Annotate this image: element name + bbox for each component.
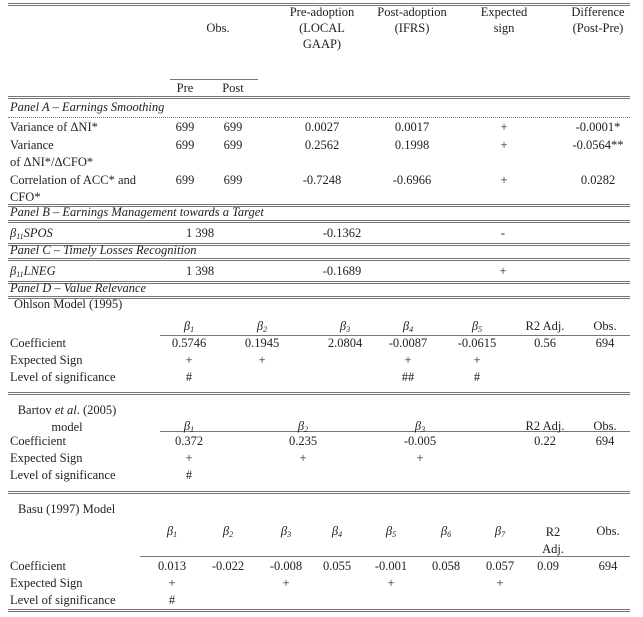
pre-adoption-value: -0.7248 [302, 173, 342, 187]
header-line: sign [493, 21, 515, 35]
beta-symbol: β [280, 524, 288, 538]
panel-b-title: Panel B – Earnings Management towards a Target [10, 205, 264, 219]
header-difference [571, 4, 624, 36]
ohlson-beta-header [257, 319, 267, 337]
difference-value: -0.0564** [572, 138, 624, 152]
expected-sign-value: + [282, 576, 290, 590]
beta-subscript: 3 [287, 530, 292, 539]
bartov-title-line2: model [51, 420, 83, 434]
significance-label: Level of significance [10, 370, 116, 384]
panel-a-rule [8, 117, 630, 118]
coefficient-value: -0.0615 [457, 336, 497, 350]
ohlson-beta-header [184, 319, 194, 337]
basu-beta-header [167, 524, 177, 542]
coefficient-value: 0.372 [174, 434, 204, 448]
header-line: Post-adoption [377, 5, 447, 19]
beta-symbol: β [166, 524, 174, 538]
beta-symbol: β [10, 226, 17, 240]
obs-value: 694 [598, 559, 618, 573]
beta-symbol: β [256, 319, 264, 333]
expected-sign-value: + [416, 451, 424, 465]
obs-header: Obs. [593, 419, 617, 433]
r2-adj-value: 0.22 [534, 434, 556, 448]
difference-value: 0.0282 [580, 173, 616, 187]
coefficient-value: -0.008 [269, 559, 303, 573]
post-adoption-value: 0.1998 [394, 138, 430, 152]
difference-value: -0.0001* [575, 120, 621, 134]
coefficient-label: Coefficient [10, 559, 66, 573]
title-part: . (2005) [76, 403, 117, 417]
panel-b-value: -0.1362 [322, 226, 362, 240]
obs-pre: 699 [175, 173, 195, 187]
coefficient-label: Coefficient [10, 434, 66, 448]
coefficient-value: 0.013 [157, 559, 187, 573]
panel-d-title: Panel D – Value Relevance [10, 281, 147, 295]
expected-sign-value: + [185, 353, 193, 367]
beta-symbol: β [494, 524, 502, 538]
header-line: Difference [571, 5, 625, 19]
expected-sign-label: Expected Sign [10, 451, 83, 465]
significance-label: Level of significance [10, 593, 116, 607]
expected-sign-value: + [258, 353, 266, 367]
header-pre: Pre [176, 81, 194, 95]
r2-adj-header: R2 Adj. [525, 419, 565, 433]
variable-name: SPOS [23, 226, 53, 240]
row-label: Correlation of ACC* and [10, 173, 137, 187]
significance-value: # [185, 370, 193, 384]
header-line: (Post-Pre) [572, 21, 624, 35]
significance-label: Level of significance [10, 468, 116, 482]
ohlson-beta-header [472, 319, 482, 337]
obs-header: Obs. [593, 319, 617, 333]
header-line: (IFRS) [394, 21, 430, 35]
obs-pre: 699 [175, 120, 195, 134]
expected-sign-value: + [473, 353, 481, 367]
header-expected-sign [481, 4, 528, 36]
coefficient-value: -0.022 [211, 559, 245, 573]
beta-subscript: 5 [478, 325, 483, 334]
header-line: (LOCAL [299, 21, 345, 35]
beta-symbol: β [183, 319, 191, 333]
beta-subscript: 7 [501, 530, 506, 539]
expected-sign-value: + [496, 576, 504, 590]
panel-c-variable [10, 264, 56, 282]
header-rule [8, 96, 630, 99]
beta-subscript: 11 [16, 270, 24, 279]
significance-value: # [185, 468, 193, 482]
significance-value: # [473, 370, 481, 384]
r2-adj-header: R2 Adj. [525, 319, 565, 333]
obs-rule [170, 79, 258, 80]
beta-symbol: β [297, 419, 305, 433]
ohlson-end-rule [8, 392, 630, 395]
beta-symbol: β [222, 524, 230, 538]
panel-b-rule [8, 220, 630, 223]
title-part: Bartov [17, 403, 55, 417]
expected-sign-value: + [299, 451, 307, 465]
expected-sign-value: + [404, 353, 412, 367]
expected-sign-value: + [387, 576, 395, 590]
header-line: GAAP) [302, 37, 342, 51]
row-label: Variance [10, 138, 54, 152]
panel-c-title: Panel C – Timely Losses Recognition [10, 243, 197, 257]
coefficient-value: -0.005 [403, 434, 437, 448]
obs-header: Obs. [596, 524, 620, 538]
bottom-rule [8, 609, 630, 612]
expected-sign: + [500, 173, 508, 187]
bartov-title [18, 402, 117, 436]
coefficient-value: -0.0087 [388, 336, 428, 350]
obs-value: 694 [595, 434, 615, 448]
panel-c-rule [8, 258, 630, 261]
beta-subscript: 1 [190, 325, 195, 334]
bartov-end-rule [8, 491, 630, 494]
obs-post: 699 [223, 120, 243, 134]
beta-symbol: β [10, 264, 17, 278]
expected-sign-label: Expected Sign [10, 576, 83, 590]
r2-adj-value: 0.56 [534, 336, 556, 350]
panel-c-sign: + [499, 264, 507, 278]
header-pre-adoption [290, 4, 355, 52]
obs-post: 699 [223, 173, 243, 187]
header-post-adoption [377, 4, 446, 36]
coefficient-label: Coefficient [10, 336, 66, 350]
beta-symbol: β [183, 419, 191, 433]
panel-b-sign: - [500, 226, 506, 240]
expected-sign-label: Expected Sign [10, 353, 83, 367]
coefficient-value: 0.235 [288, 434, 318, 448]
coefficient-value: 0.058 [431, 559, 461, 573]
beta-subscript: 6 [447, 530, 452, 539]
panel-a-title: Panel A – Earnings Smoothing [10, 100, 165, 114]
header-obs: Obs. [206, 21, 230, 35]
header-line: Expected [480, 5, 528, 19]
beta-subscript: 5 [392, 530, 397, 539]
pre-adoption-value: 0.0027 [304, 120, 340, 134]
basu-r2-header [542, 524, 564, 558]
beta-symbol: β [471, 319, 479, 333]
obs-pre: 699 [175, 138, 195, 152]
r2-adj-value: 0.09 [537, 559, 559, 573]
panel-b-variable [10, 226, 53, 244]
expected-sign-value: + [185, 451, 193, 465]
beta-subscript: 1 [173, 530, 178, 539]
panel-c-value: -0.1689 [322, 264, 362, 278]
header-line: R2 [545, 525, 561, 539]
pre-adoption-value: 0.2562 [304, 138, 340, 152]
beta-symbol: β [331, 524, 339, 538]
basu-beta-header [441, 524, 451, 542]
bartov-title-line1 [18, 402, 117, 419]
panel-b-obs: 1 398 [185, 226, 215, 240]
basu-beta-header [332, 524, 342, 542]
beta-subscript: 11 [16, 232, 24, 241]
beta-symbol: β [339, 319, 347, 333]
beta-subscript: 3 [421, 425, 426, 434]
significance-value: ## [401, 370, 415, 384]
coefficient-value: -0.001 [374, 559, 408, 573]
header-line: Pre-adoption [289, 5, 355, 19]
basu-beta-header [495, 524, 505, 542]
panel-c-obs: 1 398 [185, 264, 215, 278]
beta-symbol: β [414, 419, 422, 433]
basu-beta-header [281, 524, 291, 542]
row-label: CFO* [10, 190, 41, 204]
obs-post: 699 [223, 138, 243, 152]
title-part: et al [54, 403, 77, 417]
expected-sign-value: + [168, 576, 176, 590]
basu-beta-header [386, 524, 396, 542]
beta-symbol: β [402, 319, 410, 333]
significance-value: # [168, 593, 176, 607]
beta-subscript: 2 [304, 425, 309, 434]
coefficient-value: 0.5746 [171, 336, 207, 350]
header-post: Post [222, 81, 244, 95]
beta-subscript: 1 [190, 425, 195, 434]
basu-beta-header [223, 524, 233, 542]
coefficient-value: 2.0804 [327, 336, 363, 350]
beta-subscript: 4 [338, 530, 343, 539]
ohlson-beta-header [403, 319, 413, 337]
beta-subscript: 4 [409, 325, 414, 334]
ohlson-beta-header [340, 319, 350, 337]
post-adoption-value: -0.6966 [392, 173, 432, 187]
obs-value: 694 [595, 336, 615, 350]
ohlson-title: Ohlson Model (1995) [14, 297, 123, 311]
coefficient-value: 0.055 [322, 559, 352, 573]
row-label: Variance of ΔNI* [10, 120, 98, 134]
row-label: of ΔNI*/ΔCFO* [10, 155, 94, 169]
beta-symbol: β [385, 524, 393, 538]
beta-subscript: 3 [346, 325, 351, 334]
beta-symbol: β [440, 524, 448, 538]
expected-sign: + [500, 120, 508, 134]
post-adoption-value: 0.0017 [394, 120, 430, 134]
variable-name: LNEG [23, 264, 56, 278]
coefficient-value: 0.1945 [244, 336, 280, 350]
header-line: Adj. [542, 542, 564, 556]
beta-subscript: 2 [263, 325, 268, 334]
basu-title: Basu (1997) Model [18, 502, 116, 516]
beta-subscript: 2 [229, 530, 234, 539]
expected-sign: + [500, 138, 508, 152]
coefficient-value: 0.057 [485, 559, 515, 573]
